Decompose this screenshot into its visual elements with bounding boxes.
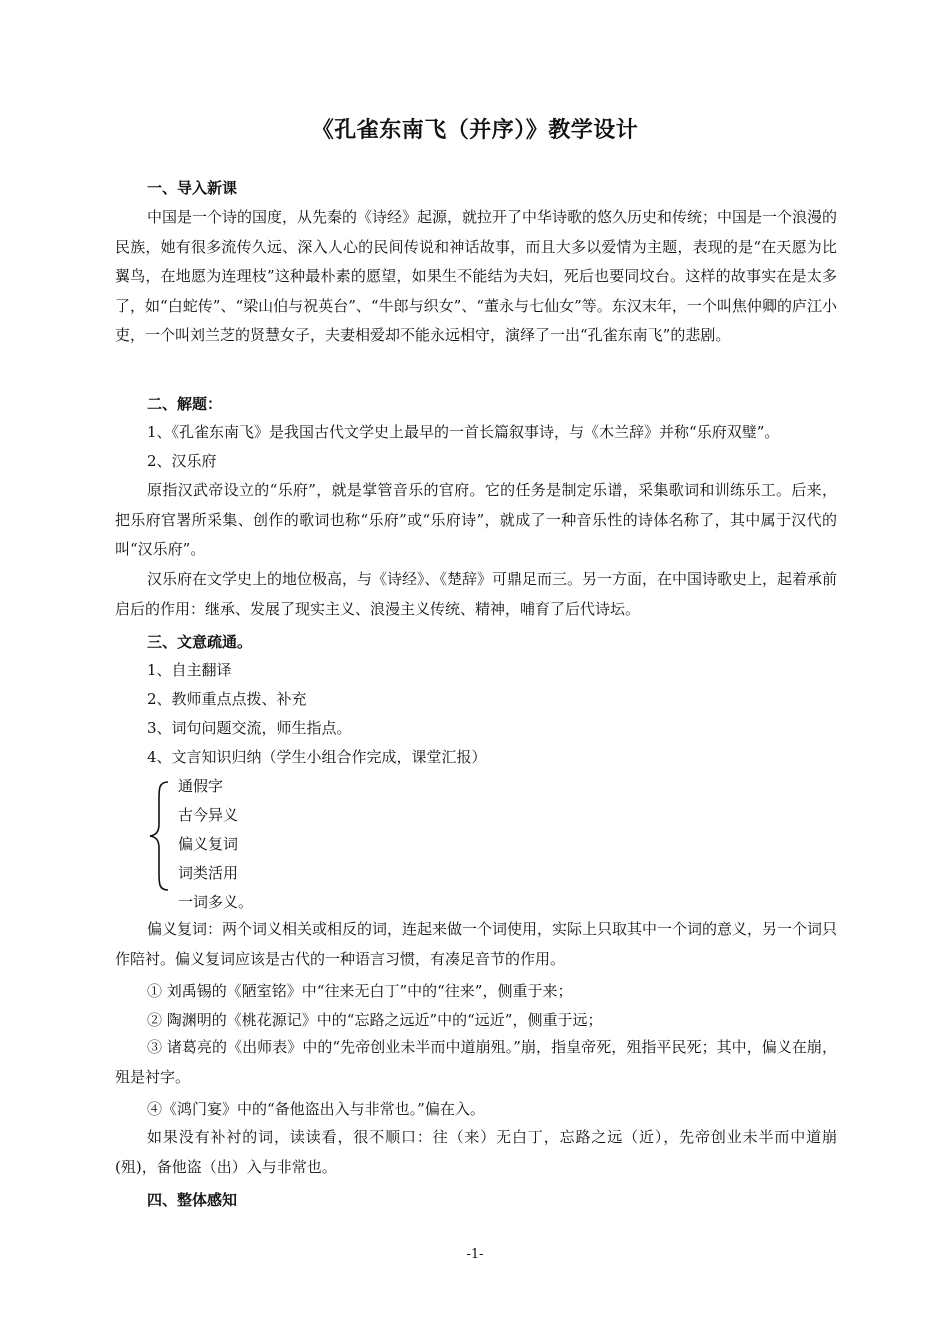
section-heading-title-explanation: 二、解题： <box>147 395 223 413</box>
document-title: 《孔雀东南飞（并序）》教学设计 <box>311 118 639 143</box>
yuefu-status-paragraph: 汉乐府在文学史上的地位极高，与《诗经》、《楚辞》可鼎足而三。另一方面，在中国诗歌史上，起着承前启后的作用：继承、发展了现实主义、浪漫主义传统、精神，哺育了后代诗坛。 <box>115 570 838 618</box>
section-heading-overall: 四、整体感知 <box>147 1191 238 1209</box>
knowledge-item: 一词多义。 <box>178 893 254 911</box>
knowledge-item: 古今异义 <box>178 806 239 824</box>
curly-brace-icon <box>146 780 174 892</box>
step-item: 4、文言知识归纳（学生小组合作完成，课堂汇报） <box>147 748 487 766</box>
example-item: ① 刘禹锡的《陋室铭》中“往来无白丁”中的“往来”，侧重于来； <box>147 982 573 1000</box>
explanation-item-1: 1、《孔雀东南飞》是我国古代文学史上最早的一首长篇叙事诗，与《木兰辞》并称“乐府双璧”。 <box>147 423 780 441</box>
knowledge-item: 偏义复词 <box>178 835 239 853</box>
section-heading-text-understanding: 三、文意疏通。 <box>147 633 253 651</box>
page-number: -1- <box>466 1247 484 1262</box>
example-item: ③ 诸葛亮的《出师表》中的“先帝创业未半而中道崩殂。”崩，指皇帝死，殂指平民死；其中，偏义在崩，殂是衬字。 <box>115 1038 837 1086</box>
definition-paragraph: 偏义复词：两个词义相关或相反的词，连起来做一个词使用，实际上只取其中一个词的意义，另一个词只作陪衬。偏义复词应该是古代的一种语言习惯，有凑足音节的作用。 <box>115 920 838 968</box>
step-item: 2、教师重点点拨、补充 <box>147 690 307 708</box>
step-item: 3、词句问题交流，师生指点。 <box>147 719 352 737</box>
example-item: ② 陶渊明的《桃花源记》中的“忘路之远近”中的“远近”，侧重于远； <box>147 1011 603 1029</box>
section-heading-intro: 一、导入新课 <box>147 179 238 197</box>
example-item: ④《鸿门宴》中的“备他盗出入与非常也。”偏在入。 <box>147 1100 485 1118</box>
step-item: 1、自主翻译 <box>147 661 232 679</box>
knowledge-item: 通假字 <box>178 777 224 795</box>
intro-paragraph: 中国是一个诗的国度，从先秦的《诗经》起源，就拉开了中华诗歌的悠久历史和传统；中国是一个浪漫的民族，她有很多流传久远、深入人心的民间传说和神话故事，而且大多以爱情为主题，表现的是“在天愿为比翼鸟，在地愿为连理枝”这种最朴素的愿望，如果生不能结为夫妇，死后也要同坟台。这样的故事实在是太多了，如“白蛇传”、“梁山伯与祝英台”、“牛郎与织女”、“董永与七仙女”等。东汉末年，一个叫焦仲卿的庐江小吏，一个叫刘兰芝的贤慧女子，夫妻相爱却不能永远相守，演绎了一出“孔雀东南飞”的悲剧。 <box>115 208 838 344</box>
summary-paragraph: 如果没有补衬的词，读读看，很不顺口：往（来）无白丁，忘路之远（近），先帝创业未半而中道崩(殂)，备他盗（出）入与非常也。 <box>115 1128 837 1176</box>
explanation-item-2: 2、汉乐府 <box>147 452 217 470</box>
knowledge-item: 词类活用 <box>178 864 239 882</box>
yuefu-paragraph: 原指汉武帝设立的“乐府”，就是掌管音乐的官府。它的任务是制定乐谱，采集歌词和训练乐工。后来，把乐府官署所采集、创作的歌词也称“乐府”或“乐府诗”，就成了一种音乐性的诗体名称了，其中属于汉代的叫“汉乐府”。 <box>115 481 837 558</box>
